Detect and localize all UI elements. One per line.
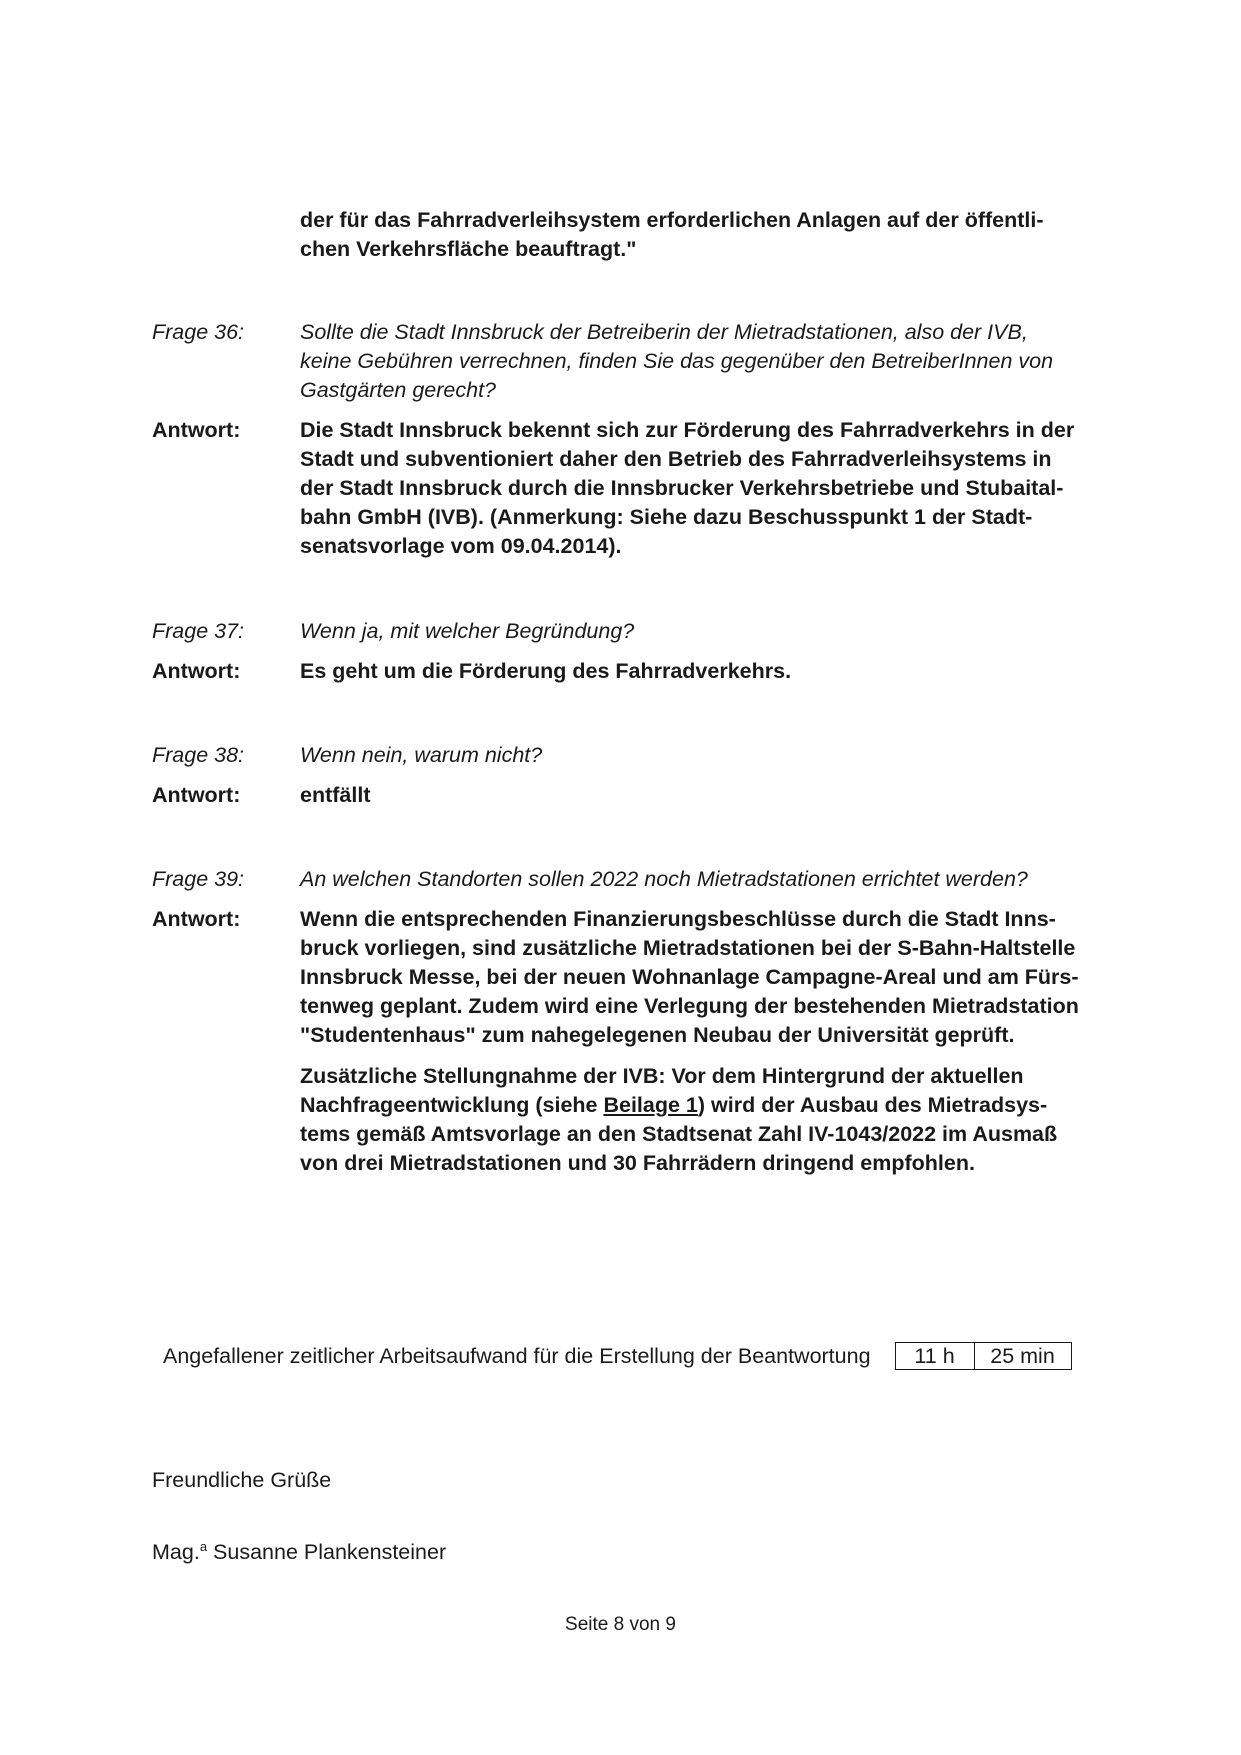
question-label: Frage 36: (152, 320, 245, 344)
answer-line: von drei Mietradstationen und 30 Fahrrädern dringend empfohlen. (300, 1151, 975, 1175)
signature-person: Susanne Plankensteiner (213, 1540, 447, 1565)
question-row (152, 741, 1132, 770)
question-row (152, 318, 1132, 405)
beilage-link[interactable]: Beilage 1 (603, 1093, 698, 1117)
effort-label: Angefallener zeitlicher Arbeitsaufwand für die Erstellung der Beantwortung (163, 1343, 871, 1368)
answer-text (300, 781, 1132, 810)
signature-title-sup: a (199, 1539, 208, 1554)
answer-line: Wenn die entsprechenden Finanzierungsbeschlüsse durch die Stadt Inns- (300, 907, 1056, 931)
answer-line: Innsbruck Messe, bei der neuen Wohnanlage Campagne-Areal und am Fürs- (300, 965, 1079, 989)
answer-line: Es geht um die Förderung des Fahrradverkehrs. (300, 659, 792, 683)
question-text (300, 617, 1132, 646)
effort-hours: 11 h (896, 1343, 975, 1369)
answer-row (152, 781, 1132, 810)
answer-line: bahn GmbH (IVB). (Anmerkung: Siehe dazu Beschusspunkt 1 der Stadt- (300, 505, 1033, 529)
effort-minutes: 25 min (990, 1344, 1055, 1368)
answer-line: tenweg geplant. Zudem wird eine Verlegung der bestehenden Mietradstation (300, 994, 1079, 1018)
effort-table (895, 1342, 1072, 1370)
question-text (300, 318, 1132, 405)
answer-row (152, 657, 1132, 686)
question-line: Sollte die Stadt Innsbruck der Betreiberin der Mietradstationen, also der IVB, (300, 320, 1028, 344)
question-label: Frage 38: (152, 743, 245, 767)
question-line: An welchen Standorten sollen 2022 noch Mietradstationen errichtet werden? (300, 867, 1028, 891)
page-number: Seite 8 von 9 (565, 1614, 676, 1635)
question-row (152, 865, 1132, 894)
answer-label: Antwort: (152, 659, 241, 683)
question-line: keine Gebühren verrechnen, finden Sie das gegenüber den BetreiberInnen von (300, 349, 1054, 373)
answer-line: senatsvorlage vom 09.04.2014). (300, 534, 622, 558)
answer-line: entfällt (300, 783, 371, 807)
qa-block-39 (152, 865, 1132, 1178)
answer-line: Stadt und subventioniert daher den Betrieb des Fahrradverleihsystems in (300, 447, 1052, 471)
answer-label: Antwort: (152, 907, 241, 931)
qa-block-36 (152, 318, 1132, 561)
question-text (300, 865, 1132, 894)
ivb-statement (300, 1062, 1132, 1178)
answer-text (300, 657, 1132, 686)
effort-row (163, 1342, 1072, 1370)
answer-line: tems gemäß Amtsvorlage an den Stadtsenat Zahl IV-1043/2022 im Ausmaß (300, 1122, 1058, 1146)
question-row (152, 617, 1132, 646)
signature-name (152, 1539, 446, 1565)
question-text (300, 741, 1132, 770)
question-label: Frage 37: (152, 619, 245, 643)
closing-greeting: Freundliche Grüße (152, 1468, 332, 1492)
answer-row (152, 905, 1132, 1178)
qa-block-38 (152, 741, 1132, 810)
signature-title: Mag. (152, 1540, 200, 1565)
answer-line (300, 1091, 1132, 1120)
answer-line-part: Nachfrageentwicklung (siehe (300, 1093, 604, 1117)
answer-label: Antwort: (152, 418, 241, 442)
answer-line: bruck vorliegen, sind zusätzliche Mietradstationen bei der S-Bahn-Haltstelle (300, 936, 1076, 960)
answer-line: der Stadt Innsbruck durch die Innsbrucker Verkehrsbetriebe und Stubaital- (300, 476, 1064, 500)
continuation-line: der für das Fahrradverleihsystem erforderlichen Anlagen auf der öffentli- (300, 208, 1044, 232)
question-line: Gastgärten gerecht? (300, 378, 497, 402)
question-label: Frage 39: (152, 867, 245, 891)
question-line: Wenn ja, mit welcher Begründung? (300, 619, 635, 643)
continuation-line: chen Verkehrsfläche beauftragt." (300, 237, 637, 261)
answer-label: Antwort: (152, 783, 241, 807)
answer-line: "Studentenhaus" zum nahegelegenen Neubau der Universität geprüft. (300, 1023, 1015, 1047)
answer-line: Zusätzliche Stellungnahme der IVB: Vor dem Hintergrund der aktuellen (300, 1064, 1024, 1088)
answer-line: Die Stadt Innsbruck bekennt sich zur Förderung des Fahrradverkehrs in der (300, 418, 1075, 442)
answer-line-part: ) wird der Ausbau des Mietradsys- (697, 1093, 1048, 1117)
continuation-text (300, 206, 1130, 264)
answer-text (300, 416, 1132, 561)
answer-row (152, 416, 1132, 561)
question-line: Wenn nein, warum nicht? (300, 743, 543, 767)
qa-block-37 (152, 617, 1132, 686)
answer-text (300, 905, 1132, 1178)
